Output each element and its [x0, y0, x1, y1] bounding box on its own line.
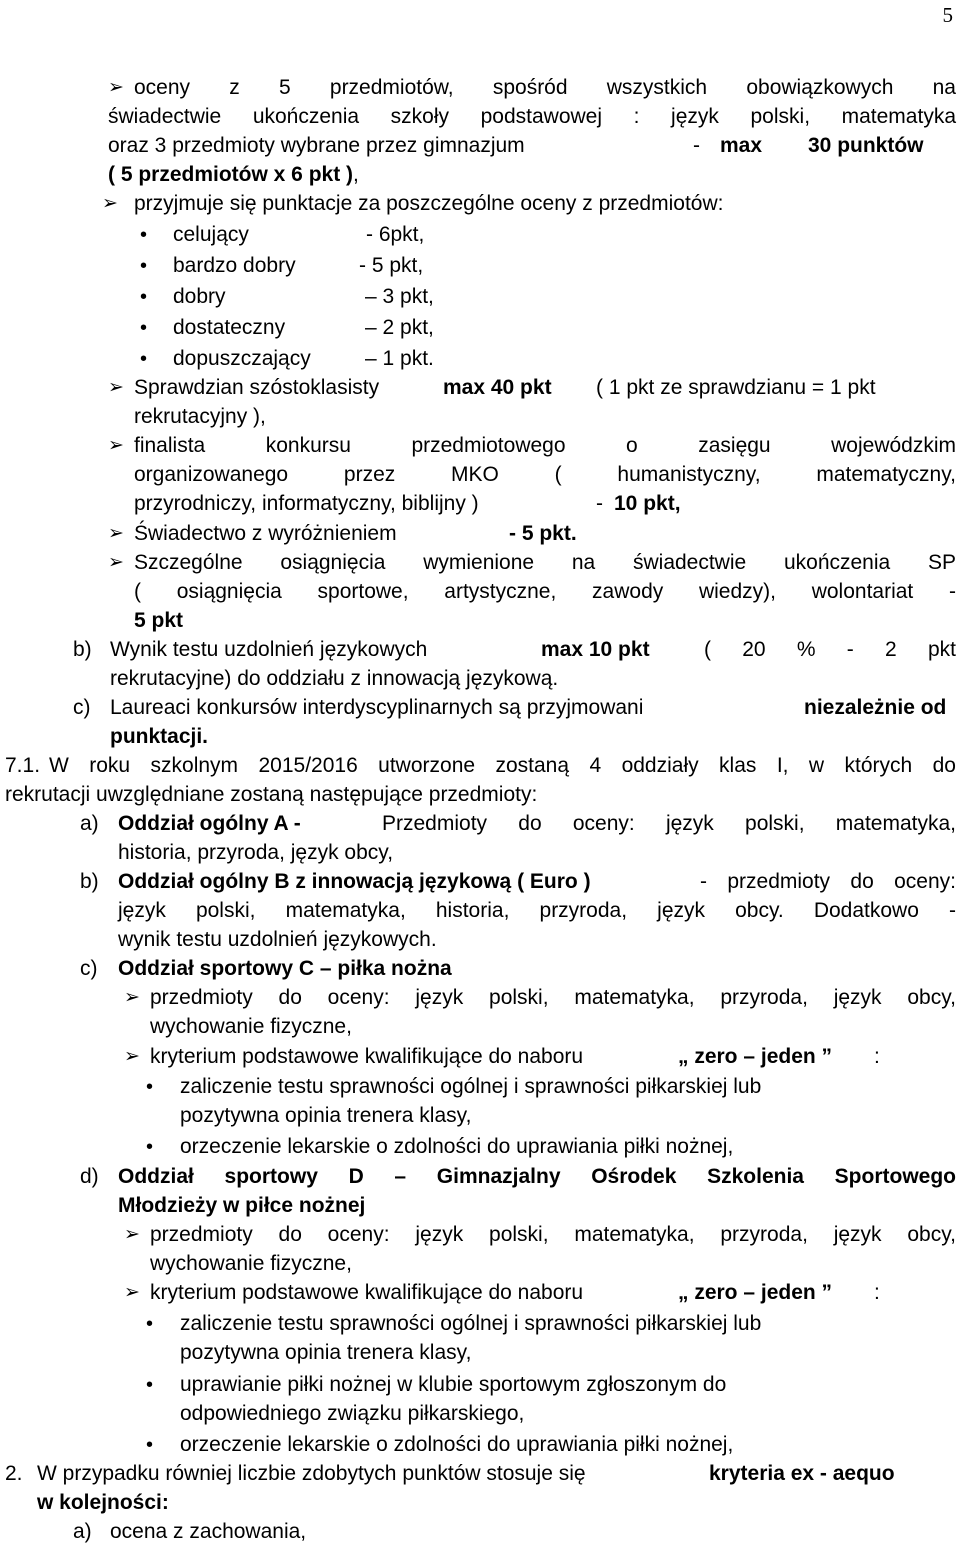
- score-item4-dash: -: [596, 492, 603, 515]
- score-item1-line4: ( 5 przedmiotów x 6 pkt ),: [108, 163, 359, 186]
- grade-name: dostateczny: [173, 316, 286, 339]
- c-line1-text: Laureaci konkursów interdyscyplinarnych są przyjmowani: [110, 696, 644, 719]
- section-number-7-1: 7.1.: [5, 754, 41, 777]
- arrow-bullet-icon: ➢: [124, 1224, 140, 1245]
- score-item1-points: 30 punktów: [808, 134, 924, 157]
- c-line1-bold: niezależnie od: [804, 696, 947, 719]
- arrow-bullet-icon: ➢: [108, 523, 124, 544]
- grade-points: - 6pkt,: [366, 223, 425, 246]
- class-d-req2-line2: odpowiedniego związku piłkarskiego,: [180, 1402, 525, 1425]
- list-label-a: a): [73, 1520, 92, 1543]
- bullet-icon: •: [146, 1076, 154, 1098]
- arrow-bullet-icon: ➢: [108, 552, 124, 573]
- bullet-icon: •: [146, 1136, 154, 1158]
- grade-name: dobry: [173, 285, 226, 308]
- grade-points: - 5 pkt,: [359, 254, 424, 277]
- score-item6-line2: ( osiągnięcia sportowe, artystyczne, zawody wiedzy), wolontariat -: [134, 580, 956, 603]
- class-c-criterion-colon: :: [874, 1045, 880, 1068]
- class-d-req1-line1: zaliczenie testu sprawności ogólnej i sprawności piłkarskiej lub: [180, 1312, 762, 1335]
- score-item1-max: max: [720, 134, 763, 157]
- score-item5-points: - 5 pkt.: [509, 522, 577, 545]
- b-line1-text: Wynik testu uzdolnień językowych: [110, 638, 428, 661]
- score-item3-line1: Sprawdzian szóstoklasisty: [134, 376, 380, 399]
- section-2-line1: W przypadku równiej liczbie zdobytych punktów stosuje się: [37, 1462, 586, 1485]
- list-label-b: b): [80, 870, 99, 893]
- score-item1-line3: oraz 3 przedmioty wybrane przez gimnazjum: [108, 134, 525, 157]
- class-c-req1-line2: pozytywna opinia trenera klasy,: [180, 1104, 472, 1127]
- class-b-line2: język polski, matematyka, historia, przyroda, język obcy. Dodatkowo -: [118, 899, 956, 922]
- arrow-bullet-icon: ➢: [102, 193, 118, 214]
- class-d-req3: orzeczenie lekarskie o zdolności do uprawiania piłki nożnej,: [180, 1433, 734, 1456]
- class-a-line1: Przedmioty do oceny: język polski, matematyka,: [382, 812, 956, 835]
- class-b-line3: wynik testu uzdolnień językowych.: [118, 928, 437, 951]
- section-number-2: 2.: [5, 1462, 23, 1485]
- class-d-criterion-colon: :: [874, 1281, 880, 1304]
- arrow-bullet-icon: ➢: [124, 1046, 140, 1067]
- arrow-bullet-icon: ➢: [108, 377, 124, 398]
- bullet-icon: •: [140, 286, 148, 308]
- b-line1-note: ( 20 % - 2 pkt: [704, 638, 956, 661]
- score-item3-max: max 40 pkt: [443, 376, 552, 399]
- score-item6-line3: 5 pkt: [134, 609, 184, 632]
- score-item4-line3: przyrodniczy, informatyczny, biblijny ): [134, 492, 479, 515]
- grade-points: – 3 pkt,: [365, 285, 434, 308]
- class-c-req1-line1: zaliczenie testu sprawności ogólnej i sprawności piłkarskiej lub: [180, 1075, 762, 1098]
- list-label-c: c): [73, 696, 91, 719]
- arrow-bullet-icon: ➢: [108, 435, 124, 456]
- bullet-icon: •: [140, 317, 148, 339]
- class-c-criterion-bold: „ zero – jeden ”: [678, 1045, 833, 1068]
- c-line2: punktacji.: [110, 725, 209, 748]
- bullet-icon: •: [140, 255, 148, 277]
- b-line2: rekrutacyjne) do oddziału z innowacją językową.: [110, 667, 559, 690]
- list-label-c: c): [80, 957, 98, 980]
- class-d-criterion: kryterium podstawowe kwalifikujące do naboru: [150, 1281, 584, 1304]
- bullet-icon: •: [146, 1374, 154, 1396]
- score-item1-line1: oceny z 5 przedmiotów, spośród wszystkich obowiązkowych na: [134, 76, 956, 99]
- score-item4-points: 10 pkt,: [614, 492, 681, 515]
- grade-name: dopuszczający: [173, 347, 311, 370]
- grade-name: celujący: [173, 223, 249, 246]
- class-a-title: Oddział ogólny A -: [118, 812, 301, 835]
- section-7-1-line2: rekrutacji uwzględniane zostaną następujące przedmioty:: [5, 783, 538, 806]
- section-2-item-a: ocena z zachowania,: [110, 1520, 307, 1543]
- score-item3-line2: rekrutacyjny ),: [134, 405, 266, 428]
- arrow-bullet-icon: ➢: [124, 1282, 140, 1303]
- grade-points: – 1 pkt.: [365, 347, 434, 370]
- list-label-b: b): [73, 638, 92, 661]
- class-d-subjects-line2: wychowanie fizyczne,: [150, 1252, 352, 1275]
- class-a-line2: historia, przyroda, język obcy,: [118, 841, 394, 864]
- list-label-d: d): [80, 1165, 99, 1188]
- arrow-bullet-icon: ➢: [124, 987, 140, 1008]
- list-label-a: a): [80, 812, 99, 835]
- bullet-icon: •: [146, 1313, 154, 1335]
- class-b-line1: - przedmioty do oceny:: [700, 870, 956, 893]
- class-d-subjects-line1: przedmioty do oceny: język polski, matematyka, przyroda, język obcy,: [150, 1223, 956, 1246]
- score-item2: przyjmuje się punktacje za poszczególne oceny z przedmiotów:: [134, 192, 724, 215]
- score-item4-line1: finalista konkursu przedmiotowego o zasięgu wojewódzkim: [134, 434, 956, 457]
- section-2-line1-bold: kryteria ex - aequo: [709, 1462, 895, 1485]
- class-c-req2: orzeczenie lekarskie o zdolności do uprawiania piłki nożnej,: [180, 1135, 734, 1158]
- bullet-icon: •: [140, 348, 148, 370]
- bullet-icon: •: [146, 1434, 154, 1456]
- class-c-criterion: kryterium podstawowe kwalifikujące do naboru: [150, 1045, 584, 1068]
- class-d-title-line2: Młodzieży w piłce nożnej: [118, 1194, 366, 1217]
- class-c-title: Oddział sportowy C – piłka nożna: [118, 957, 452, 980]
- class-d-req2-line1: uprawianie piłki nożnej w klubie sportowym zgłoszonym do: [180, 1373, 727, 1396]
- b-line1-max: max 10 pkt: [541, 638, 650, 661]
- score-item5: Świadectwo z wyróżnieniem: [134, 522, 397, 545]
- class-c-subjects-line2: wychowanie fizyczne,: [150, 1015, 352, 1038]
- class-d-criterion-bold: „ zero – jeden ”: [678, 1281, 833, 1304]
- class-b-title: Oddział ogólny B z innowacją językową ( Euro ): [118, 870, 591, 893]
- score-item1-dash: -: [693, 134, 700, 157]
- page-number: 5: [942, 3, 953, 27]
- score-item6-line1: Szczególne osiągnięcia wymienione na świadectwie ukończenia SP: [134, 551, 956, 574]
- class-d-req1-line2: pozytywna opinia trenera klasy,: [180, 1341, 472, 1364]
- section-7-1-line1: W roku szkolnym 2015/2016 utworzone zostaną 4 oddziały klas I, w których do: [49, 754, 956, 777]
- score-item1-line2: świadectwie ukończenia szkoły podstawowej : język polski, matematyka: [108, 105, 956, 128]
- grade-name: bardzo dobry: [173, 254, 296, 277]
- arrow-bullet-icon: ➢: [108, 77, 124, 98]
- grade-points: – 2 pkt,: [365, 316, 434, 339]
- section-2-line2: w kolejności:: [37, 1491, 169, 1514]
- class-c-subjects-line1: przedmioty do oceny: język polski, matematyka, przyroda, język obcy,: [150, 986, 956, 1009]
- score-item4-line2: organizowanego przez MKO ( humanistyczny, matematyczny,: [134, 463, 956, 486]
- class-d-title-line1: Oddział sportowy D – Gimnazjalny Ośrodek Szkolenia Sportowego: [118, 1165, 956, 1188]
- bullet-icon: •: [140, 224, 148, 246]
- score-item3-note: ( 1 pkt ze sprawdzianu = 1 pkt: [596, 376, 876, 399]
